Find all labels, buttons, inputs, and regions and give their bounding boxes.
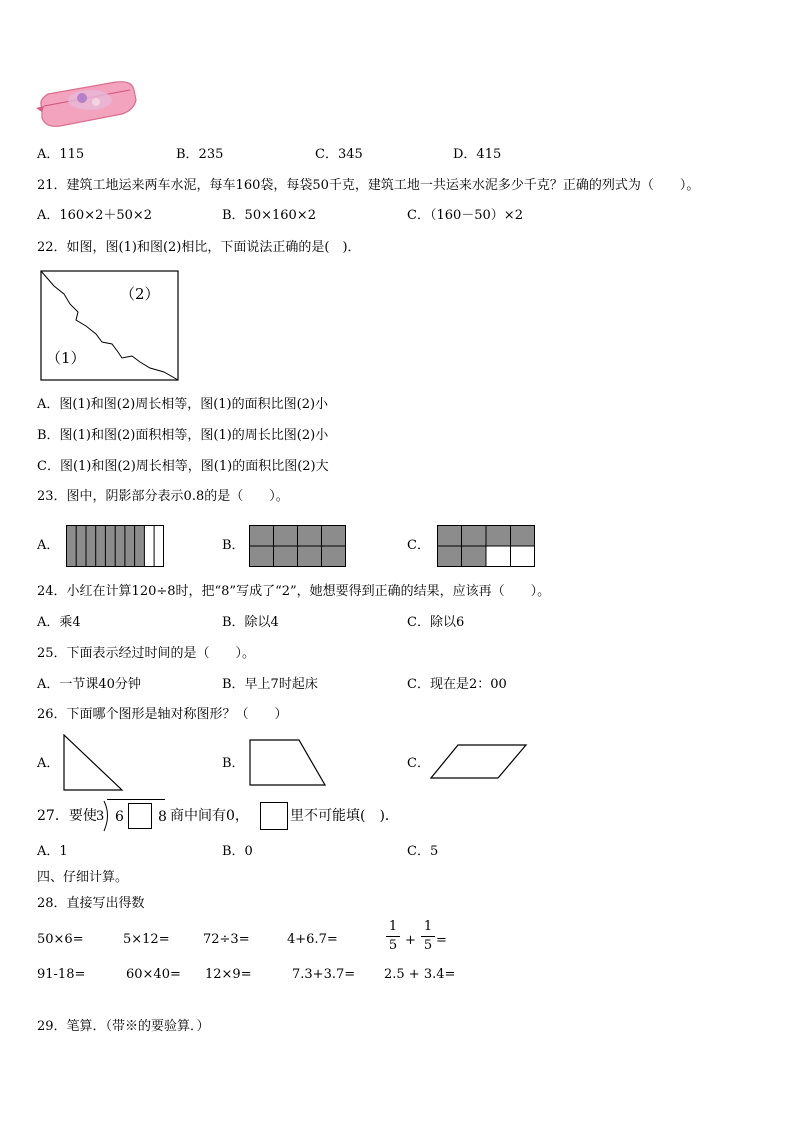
q28-item-7: 12×9= xyxy=(205,967,252,982)
q23-option-b[interactable]: B． xyxy=(222,538,245,553)
q28-item-9: 2.5 + 3.4= xyxy=(384,967,456,982)
q28-fraction-1 xyxy=(386,920,400,953)
q23-stem: 23．图中，阴影部分表示0.8的是（ ）。 xyxy=(37,489,289,504)
q25-stem: 25．下面表示经过时间的是（ ）。 xyxy=(37,646,256,661)
q28-item-5: 91-18= xyxy=(37,967,86,982)
q25-option-a[interactable]: A．一节课40分钟 xyxy=(37,677,141,692)
q25-option-c[interactable]: C．现在是2：00 xyxy=(407,677,507,692)
q28-fraction-1-denominator: 5 xyxy=(388,938,398,953)
q28-item-8: 7.3+3.7= xyxy=(292,967,356,982)
q28-equals-sign: = xyxy=(436,933,447,948)
q22-option-c[interactable]: C．图(1)和图(2)周长相等，图(1)的面积比图(2)大 xyxy=(37,459,329,474)
q23-figure-c[interactable] xyxy=(437,525,535,571)
q28-plus-sign: + xyxy=(405,933,416,948)
q24-option-c[interactable]: C．除以6 xyxy=(407,615,465,630)
q27-option-c[interactable]: C．5 xyxy=(407,844,439,859)
q21-stem: 21．建筑工地运来两车水泥，每车160袋，每袋50千克，建筑工地一共运来水泥多少千克？正确的列式为（ ）。 xyxy=(37,178,700,193)
pencil-case-image xyxy=(34,78,138,130)
q26-stem: 26．下面哪个图形是轴对称图形？（ ） xyxy=(37,707,288,722)
q22-label-2: （2） xyxy=(120,285,160,303)
q27-option-b[interactable]: B．0 xyxy=(222,844,253,859)
q27-option-a[interactable]: A．1 xyxy=(37,844,68,859)
q27-stem-prefix: 27．要使 xyxy=(37,808,97,824)
q22-option-b[interactable]: B．图(1)和图(2)面积相等，图(1)的周长比图(2)小 xyxy=(37,428,329,443)
q27-dividend-last: 8 xyxy=(158,809,167,825)
q28-item-6: 60×40= xyxy=(126,967,181,982)
q21-option-c[interactable]: C．（160－50）×2 xyxy=(407,208,523,223)
q20-option-c[interactable]: C．345 xyxy=(315,147,363,162)
q28-item-3: 72÷3= xyxy=(203,932,250,947)
q27-dividend-first: 6 xyxy=(115,809,124,825)
q22-label-1: （1） xyxy=(46,349,86,367)
q29-stem: 29．笔算．（带※的要验算．） xyxy=(37,1019,210,1034)
q21-option-b[interactable]: B．50×160×2 xyxy=(222,208,316,223)
q23-option-c[interactable]: C． xyxy=(407,538,430,553)
q22-stem: 22．如图，图(1)和图(2)相比，下面说法正确的是( )． xyxy=(37,240,361,255)
q26-option-c[interactable]: C． xyxy=(407,756,430,771)
q28-item-4: 4+6.7= xyxy=(287,932,338,947)
q28-fraction-2-denominator: 5 xyxy=(423,938,433,953)
q27-blank-box[interactable] xyxy=(260,802,288,830)
q27-stem-suffix: 里不可能填( )． xyxy=(290,808,399,824)
q28-stem: 28．直接写出得数 xyxy=(37,896,145,911)
q26-figure-triangle[interactable] xyxy=(63,734,125,796)
section4-title: 四、仔细计算。 xyxy=(37,870,129,885)
q26-option-a[interactable]: A． xyxy=(37,756,60,771)
q28-item-1: 50×6= xyxy=(37,932,84,947)
q23-figure-a[interactable] xyxy=(66,525,164,571)
q26-option-b[interactable]: B． xyxy=(222,756,245,771)
q27-stem-middle: 商中间有0， xyxy=(170,808,249,824)
q24-option-b[interactable]: B．除以4 xyxy=(222,615,279,630)
q20-option-b[interactable]: B．235 xyxy=(176,147,224,162)
q26-figure-trapezoid[interactable] xyxy=(249,739,329,791)
q28-fraction-1-numerator: 1 xyxy=(388,919,398,934)
q20-option-d[interactable]: D．415 xyxy=(453,147,502,162)
q21-option-a[interactable]: A．160×2＋50×2 xyxy=(37,208,153,223)
q25-option-b[interactable]: B．早上7时起床 xyxy=(222,677,318,692)
q22-option-a[interactable]: A．图(1)和图(2)周长相等，图(1)的面积比图(2)小 xyxy=(37,397,329,412)
q23-option-a[interactable]: A． xyxy=(37,538,60,553)
q24-option-a[interactable]: A．乘4 xyxy=(37,615,81,630)
q27-divisor: 3 xyxy=(96,809,105,824)
q27-long-division xyxy=(96,799,166,833)
q20-option-a[interactable]: A．115 xyxy=(37,147,85,162)
q28-item-2: 5×12= xyxy=(123,932,170,947)
q27-blank-box-dividend[interactable] xyxy=(128,803,152,829)
q22-figure xyxy=(40,270,180,382)
q28-fraction-2 xyxy=(421,920,435,953)
q23-figure-b[interactable] xyxy=(249,525,346,571)
q24-stem: 24．小红在计算120÷8时，把“8”写成了“2”，她想要得到正确的结果，应该再（ ）。 xyxy=(37,584,551,599)
q26-figure-parallelogram[interactable] xyxy=(430,744,528,784)
q28-fraction-2-numerator: 1 xyxy=(423,919,433,934)
